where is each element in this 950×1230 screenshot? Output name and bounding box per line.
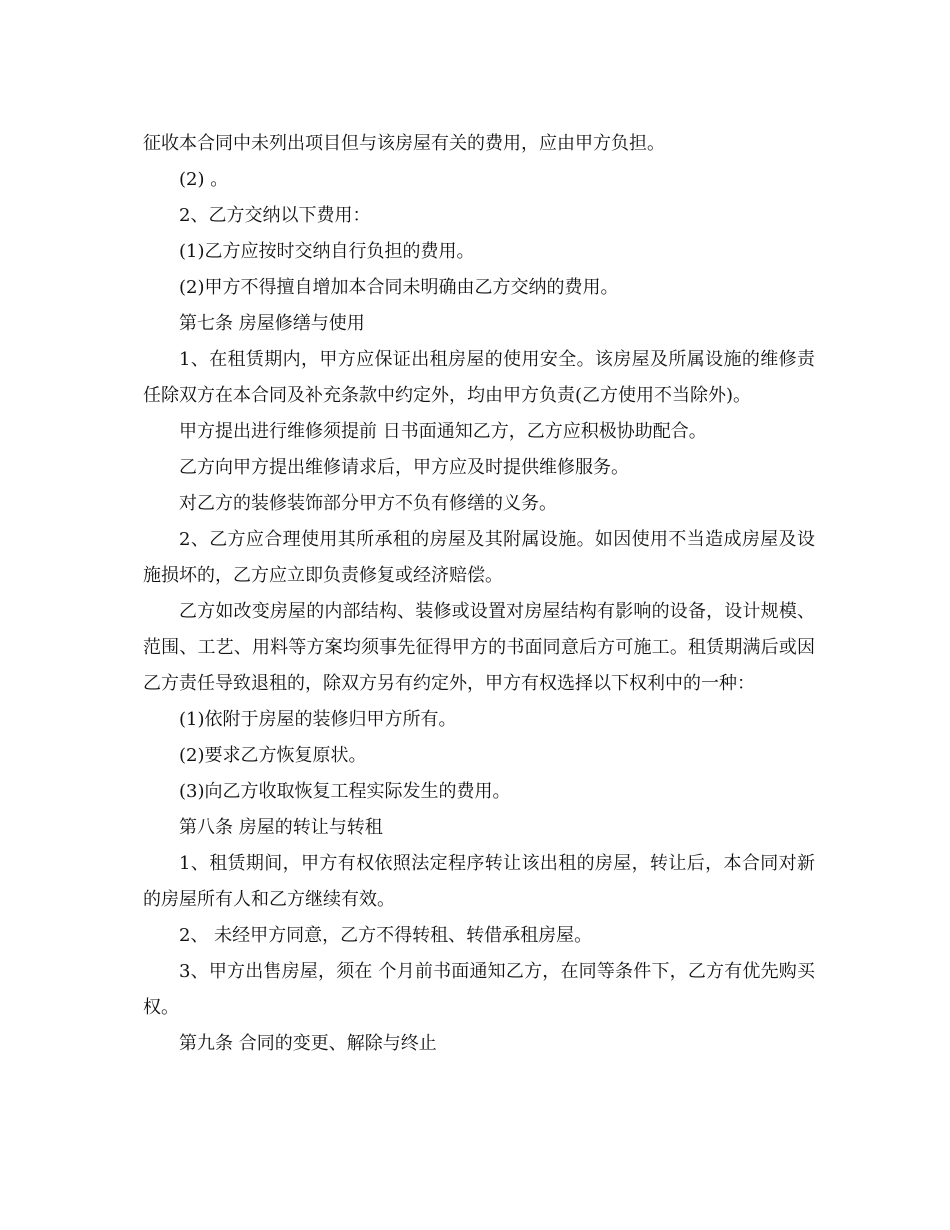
paragraph: (2)要求乙方恢复原状。 <box>179 745 367 766</box>
paragraph: (2)甲方不得擅自增加本合同未明确由乙方交纳的费用。 <box>179 277 619 298</box>
paragraph: 乙方向甲方提出维修请求后，甲方应及时提供维修服务。 <box>179 457 629 478</box>
document-body <box>143 126 815 1062</box>
paragraph: (3)向乙方收取恢复工程实际发生的费用。 <box>179 781 511 802</box>
section-heading: 第九条 合同的变更、解除与终止 <box>179 1033 437 1054</box>
paragraph: (1)依附于房屋的装修归甲方所有。 <box>179 709 457 730</box>
paragraph: 对乙方的装修装饰部分甲方不负有修缮的义务。 <box>179 493 557 514</box>
paragraph: (1)乙方应按时交纳自行负担的费用。 <box>179 241 475 262</box>
paragraph: 1、租赁期间，甲方有权依照法定程序转让该出租的房屋，转让后，本合同对新的房屋所有人和乙方继续有效。 <box>143 853 815 910</box>
paragraph: 2、乙方应合理使用其所承租的房屋及其附属设施。如因使用不当造成房屋及设施损坏的，乙方应立即负责修复或经济赔偿。 <box>143 529 815 586</box>
paragraph: 征收本合同中未列出项目但与该房屋有关的费用，应由甲方负担。 <box>143 133 665 154</box>
section-heading: 第七条 房屋修缮与使用 <box>179 313 365 334</box>
paragraph: 1、在租赁期内，甲方应保证出租房屋的使用安全。该房屋及所属设施的维修责任除双方在本合同及补充条款中约定外，均由甲方负责(乙方使用不当除外)。 <box>143 349 815 406</box>
paragraph: 3、甲方出售房屋，须在 个月前书面通知乙方，在同等条件下，乙方有优先购买权。 <box>143 961 815 1018</box>
paragraph: 甲方提出进行维修须提前 日书面通知乙方，乙方应积极协助配合。 <box>179 421 707 442</box>
section-heading: 第八条 房屋的转让与转租 <box>179 817 383 838</box>
paragraph: 2、 未经甲方同意，乙方不得转租、转借承租房屋。 <box>179 925 593 946</box>
paragraph: (2) 。 <box>179 169 229 190</box>
paragraph: 2、乙方交纳以下费用： <box>179 205 371 226</box>
paragraph: 乙方如改变房屋的内部结构、装修或设置对房屋结构有影响的设备，设计规模、范围、工艺、用料等方案均须事先征得甲方的书面同意后方可施工。租赁期满后或因乙方责任导致退租的，除双方另有约定外，甲方有权选择以下权利中的一种： <box>143 601 815 694</box>
